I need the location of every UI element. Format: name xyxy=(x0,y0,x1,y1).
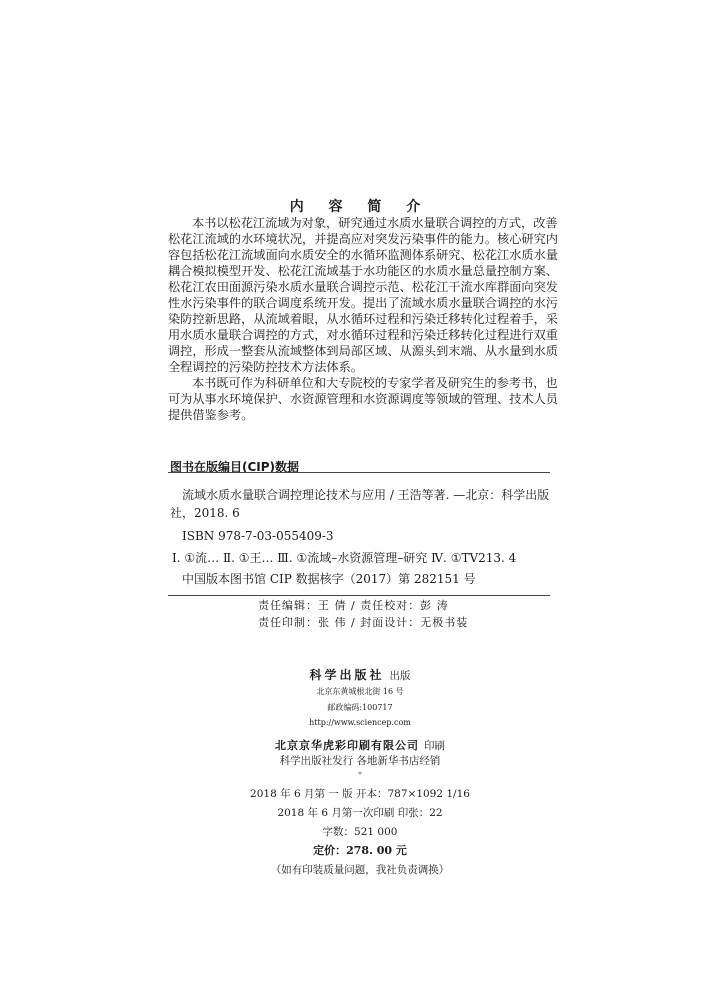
cip-bottom-rule xyxy=(168,595,550,596)
summary-line: 用水质水量联合调控的方式，对水循环过程和污染迁移转化过程进行双重 xyxy=(168,328,558,342)
ornament-mark: * xyxy=(358,771,362,779)
cip-top-rule xyxy=(168,472,550,473)
word-count: 字数：521 000 xyxy=(322,826,398,838)
publisher-address: 北京东黄城根北街 16 号 xyxy=(316,687,404,696)
summary-line: 耦合模拟模型开发、松花江流域基于水功能区的水质水量总量控制方案、 xyxy=(168,264,558,278)
summary-line: 调控，形成一整套从流域整体到局部区域、从源头到末端、从水量到水质 xyxy=(168,344,558,358)
summary-line: 提供借鉴参考。 xyxy=(168,408,254,422)
edition-line: 2018 年 6 月第 一 版 开本：787×1092 1/16 xyxy=(250,788,470,800)
price: 定价：278. 00 元 xyxy=(313,844,407,857)
cip-classification: Ⅰ. ①流… Ⅱ. ①王… Ⅲ. ①流域–水资源管理–研究 Ⅳ. ①TV213. 4 xyxy=(172,551,517,565)
summary-line: 本书以松花江流域为对象，研究通过水质水量联合调控的方式，改善 xyxy=(192,216,558,230)
publisher-suffix: 出版 xyxy=(389,670,411,682)
summary-line: 可为从事水环境保护、水资源管理和水资源调度等领域的管理、技术人员 xyxy=(168,392,558,406)
publisher-name: 科学出版社 xyxy=(309,668,385,682)
editor-credits: 责任编辑：王 倩 / 责任校对：彭 涛 xyxy=(258,599,449,612)
printer-line xyxy=(0,734,720,753)
printer-suffix: 印刷 xyxy=(424,740,446,752)
distribution-line: 科学出版社发行 各地新华书店经销 xyxy=(279,755,441,767)
cip-isbn: ISBN 978-7-03-055409-3 xyxy=(182,529,334,543)
printing-line: 2018 年 6 月第一次印刷 印张：22 xyxy=(277,807,443,819)
printer-name: 北京京华虎彩印刷有限公司 xyxy=(274,739,419,752)
summary-line: 全程调控的污染防控技术方法体系。 xyxy=(168,360,363,374)
cip-number: 中国版本图书馆 CIP 数据核字（2017）第 282151 号 xyxy=(182,572,476,586)
summary-line: 松花江农田面源污染水质水量联合调控示范、松花江干流水库群面向突发 xyxy=(168,280,558,294)
summary-line: 性水污染事件的联合调度系统开发。提出了流域水质水量联合调控的水污 xyxy=(168,296,558,310)
cip-title-line: 流域水质水量联合调控理论技术与应用 / 王浩等著. —北京：科学出版 xyxy=(182,488,550,502)
cip-title-line: 社，2018. 6 xyxy=(170,506,240,520)
summary-line: 松花江流域的水环境状况，并提高应对突发污染事件的能力。核心研究内 xyxy=(168,232,558,246)
publisher-postcode: 邮政编码:100717 xyxy=(327,703,393,712)
quality-note: （如有印装质量问题，我社负责调换） xyxy=(270,864,450,876)
summary-line: 本书既可作为科研单位和大专院校的专家学者及研究生的参考书，也 xyxy=(192,376,558,390)
publisher-line xyxy=(0,664,720,683)
publisher-url: http://www.sciencep.com xyxy=(309,718,411,727)
production-credits: 责任印制：张 伟 / 封面设计：无极书装 xyxy=(258,616,469,629)
summary-title: 内 容 简 介 xyxy=(289,199,431,215)
summary-line: 容包括松花江流域面向水质安全的水循环监测体系研究、松花江水质水量 xyxy=(168,248,558,262)
cip-heading: 图书在版编目(CIP)数据 xyxy=(170,460,300,474)
summary-line: 染防控新思路，从流域着眼，从水循环过程和污染迁移转化过程着手，采 xyxy=(168,312,558,326)
